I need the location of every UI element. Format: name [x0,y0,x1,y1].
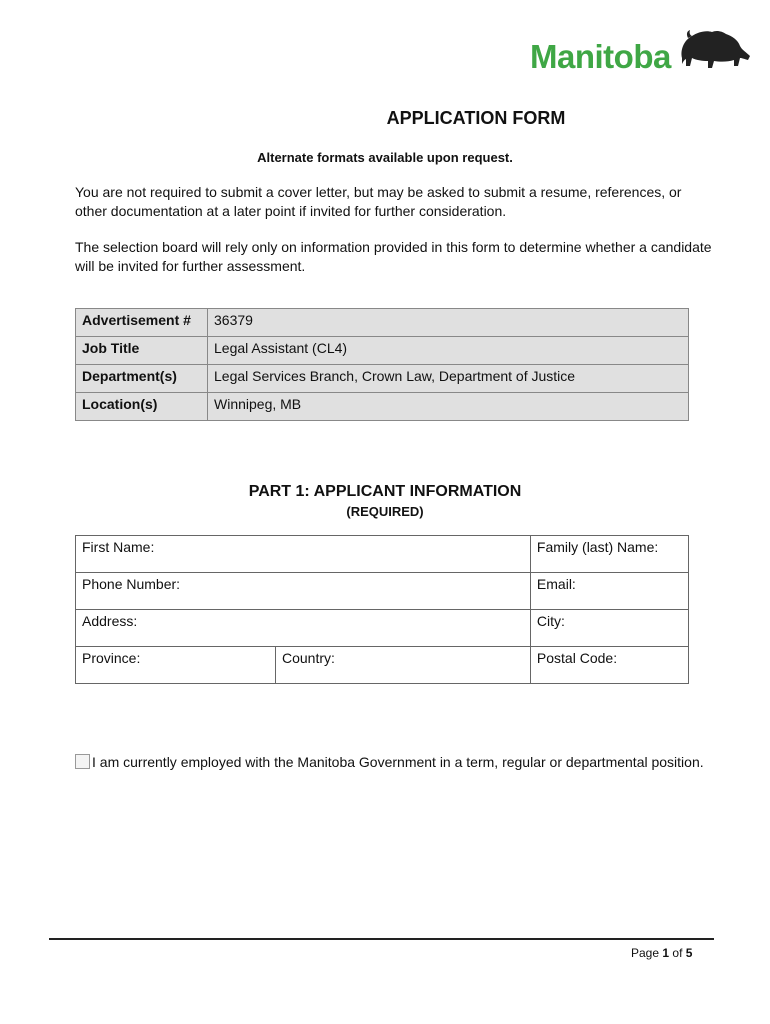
bison-icon [676,28,754,74]
ad-value: Legal Assistant (CL4) [208,337,689,365]
page-number: Page 1 of 5 [631,946,693,960]
ad-label: Department(s) [76,365,208,393]
ad-row-location [76,393,689,421]
intro-paragraph-2: The selection board will rely only on information provided in this form to determine whether a candidate will be invited for further assessment. [75,239,712,274]
form-title: APPLICATION FORM [386,108,566,128]
logo-wordmark: Manitoba [530,38,671,75]
phone-field[interactable]: Phone Number: [76,573,531,610]
employed-label: I am currently employed with the Manitoba Government in a term, regular or departmental position. [92,754,704,770]
employed-statement [75,753,705,772]
email-field[interactable]: Email: [530,573,688,610]
ad-row-department [76,365,689,393]
ad-row-job-title [76,337,689,365]
province-field[interactable]: Province: [76,647,276,684]
postal-code-field[interactable]: Postal Code: [530,647,688,684]
ad-label: Location(s) [76,393,208,421]
intro-paragraph-1: You are not required to submit a cover letter, but may be asked to submit a resume, references, or other documentation at a later point if invited for further consideration. [75,184,682,219]
advertisement-table [75,308,689,421]
ad-label: Job Title [76,337,208,365]
part1-title: PART 1: APPLICANT INFORMATION [248,483,522,500]
manitoba-logo [530,28,752,78]
ad-label: Advertisement # [76,309,208,337]
ad-value: Legal Services Branch, Crown Law, Department of Justice [208,365,689,393]
first-name-field[interactable]: First Name: [76,536,531,573]
applicant-info-table [75,535,689,684]
employed-checkbox[interactable] [75,754,90,769]
footer-divider [49,938,714,940]
ad-value: 36379 [208,309,689,337]
city-field[interactable]: City: [530,610,688,647]
ad-value: Winnipeg, MB [208,393,689,421]
country-field[interactable]: Country: [276,647,531,684]
alt-formats-note: Alternate formats available upon request. [257,150,513,165]
address-field[interactable]: Address: [76,610,531,647]
family-name-field[interactable]: Family (last) Name: [530,536,688,573]
ad-row-advertisement [76,309,689,337]
part1-required-note: (REQUIRED) [346,504,424,519]
